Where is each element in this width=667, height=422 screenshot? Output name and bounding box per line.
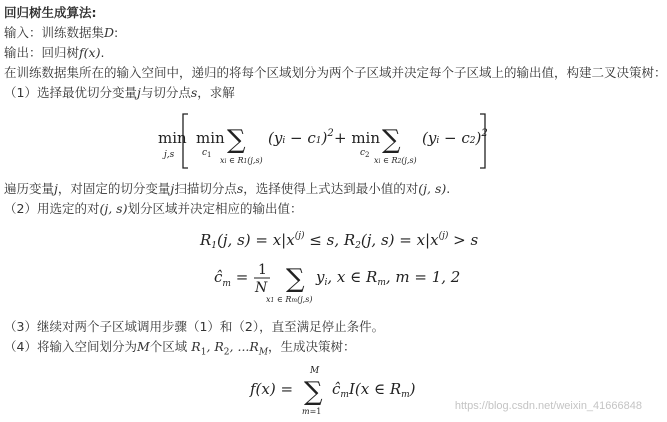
traverse-text-b: ，对固定的切分变量 [57, 181, 171, 196]
step4-var-M: M [136, 339, 150, 354]
svg-text:xi ∈ R1(j,s): xi ∈ R1(j,s) [220, 156, 263, 165]
svg-text:x1 ∈ Rm(j,s): x1 ∈ Rm(j,s) [266, 295, 313, 304]
csdn-watermark: https://blog.csdn.net/weixin_41666848 [454, 400, 642, 412]
svg-text:∑: ∑ [227, 125, 246, 155]
svg-text:N: N [255, 280, 268, 296]
output-value-formula [210, 256, 461, 306]
decision-tree-formula [246, 362, 416, 418]
svg-text:∑: ∑ [304, 377, 323, 407]
svg-text:+ min: + min [334, 129, 381, 147]
svg-text:(yi − c1)2: (yi − c1)$^2$ [268, 128, 334, 147]
input-line [4, 24, 118, 42]
step4-text-c: ，生成决策树： [268, 339, 356, 354]
step1-text-c: ，求解 [197, 85, 235, 100]
svg-text:m=1: m=1 [302, 407, 322, 416]
intro-paragraph: 在训练数据集所在的输入空间中，递归的将每个区域划分为两个子区域并决定每个子区域上的输出值，构建二叉决策树： [4, 65, 667, 80]
region-formula [196, 226, 479, 252]
step-1 [4, 84, 235, 102]
svg-text:M: M [310, 366, 320, 376]
traverse-text-a: 遍历变量 [4, 181, 55, 196]
svg-text:1: 1 [258, 262, 267, 278]
svg-text:c: c [202, 148, 208, 158]
svg-text:(yi − c2)2: (yi − c2)$^2$ [422, 128, 488, 147]
svg-text:c: c [360, 148, 366, 158]
svg-text:∑: ∑ [286, 264, 305, 294]
output-label: 输出：回归树 [4, 45, 80, 60]
svg-text:min: min [196, 129, 225, 147]
algorithm-title: 回归树生成算法: [4, 5, 97, 20]
step4-text-b: 个区域 [149, 339, 188, 354]
traverse-pair: (j, s) [418, 181, 447, 196]
output-suffix: . [100, 45, 105, 60]
traverse-var-j2: j [170, 181, 175, 196]
svg-text:min: min [158, 129, 187, 147]
input-dataset-var: D [104, 25, 115, 40]
svg-text:f(x) =: f(x) = [250, 380, 294, 398]
step1-text-a: （1）选择最优切分变量 [4, 85, 137, 100]
input-suffix: : [114, 25, 119, 40]
svg-text:1: 1 [207, 151, 212, 159]
svg-text:xi ∈ R2(j,s): xi ∈ R2(j,s) [374, 156, 417, 165]
output-tree-var: f(x) [79, 45, 101, 60]
step1-var-j: j [136, 85, 141, 100]
traverse-var-j: j [54, 181, 58, 196]
traverse-paragraph [4, 180, 450, 198]
objective-formula [150, 110, 495, 172]
step-3: （3）继续对两个子区域调用步骤（1）和（2），直至满足停止条件。 [4, 319, 385, 334]
svg-text:2: 2 [365, 151, 370, 159]
traverse-text-e: . [446, 181, 451, 196]
traverse-var-s: s [236, 181, 244, 196]
output-line [4, 44, 104, 62]
traverse-text-d: ，选择使得上式达到最小值的对 [243, 181, 419, 196]
step4-text-a: （4）将输入空间划分为 [4, 339, 137, 354]
svg-text:j,s: j,s [164, 150, 175, 160]
step4-regions: $R_1$, $R_2$, $...R_M$ [191, 339, 269, 358]
svg-text:∑: ∑ [382, 125, 401, 155]
svg-text:yi, x ∈ Rm, m = 1, 2: $y_i$, x ∈ $R_m$, m = 1, 2 [316, 268, 461, 288]
svg-text:ĉmI(x ∈ Rm): $ĉ_mI(x$ ∈ $R_m$) [332, 380, 416, 400]
input-label: 输入：训练数据集 [4, 25, 105, 40]
step2-pair: (j, s) [99, 201, 128, 216]
step1-text-b: 与切分点 [140, 85, 191, 100]
svg-text:ĉm =: $ĉ_m$ = [214, 268, 249, 289]
step2-text-a: （2）用选定的对 [4, 201, 100, 216]
step2-text-b: 划分区域并决定相应的输出值： [127, 201, 303, 216]
step1-var-s: s [190, 85, 198, 100]
step-4 [4, 338, 356, 362]
step-2 [4, 200, 302, 218]
svg-text:R1(j, s) = x|x(j) ≤ s, R2(j, s: $R_1(j$, $s) = x|x^{(j)} \le s$, $R_2(j$, $s) = x|x^{(j)} > s$ [200, 231, 479, 251]
traverse-text-c: 扫描切分点 [174, 181, 237, 196]
